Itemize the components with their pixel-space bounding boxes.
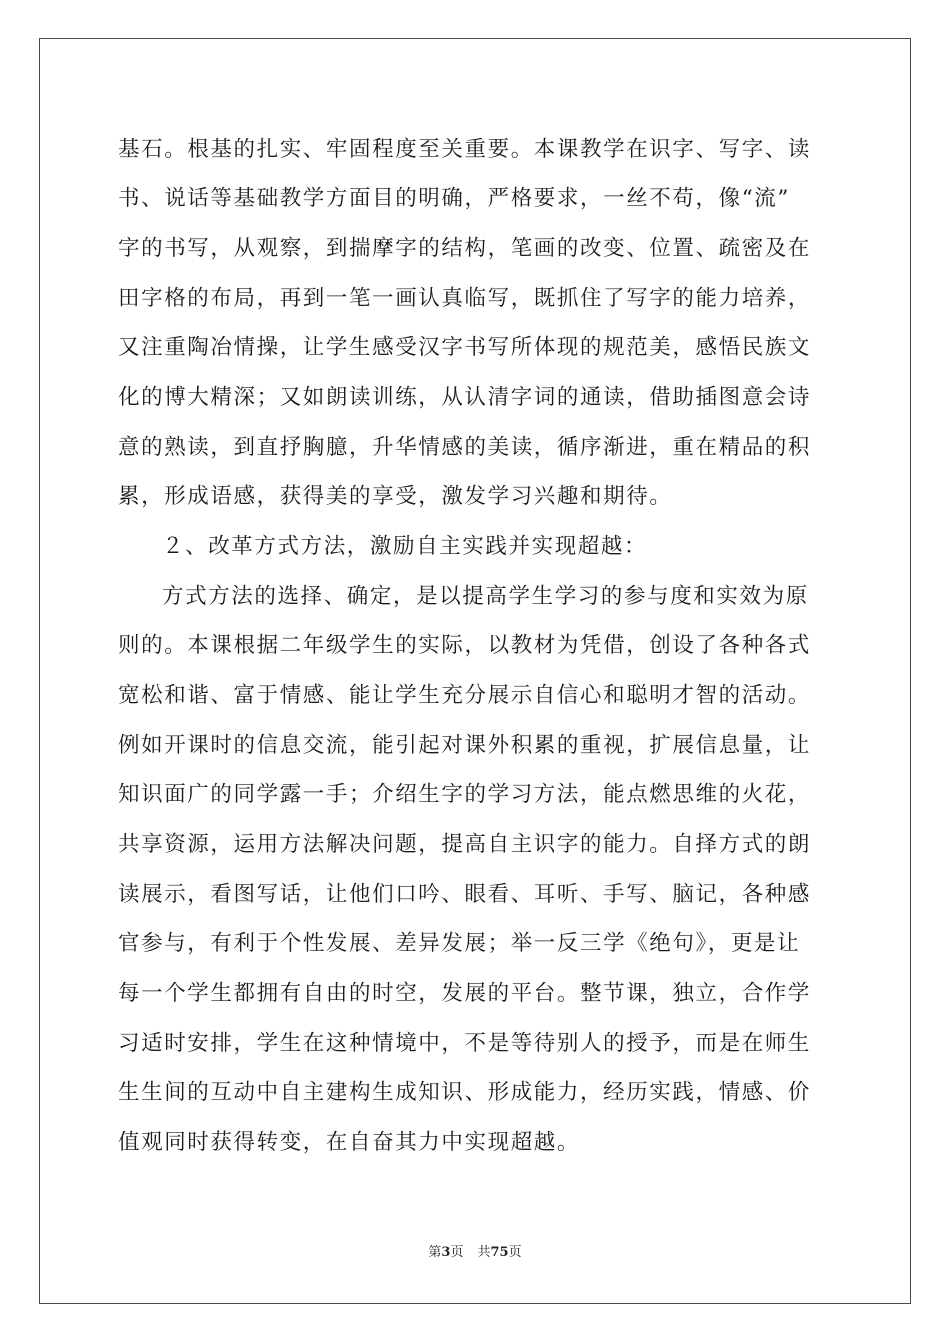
text-line: 值观同时获得转变，在自奋其力中实现超越。 (118, 1130, 581, 1155)
page-prefix: 第 (428, 1245, 442, 1260)
text-line: 基石。根基的扎实、牢固程度至关重要。本课教学在识字、写字、读 (118, 137, 812, 162)
section-heading: ２、改革方式方法，激励自主实践并实现超越： (162, 534, 648, 559)
text-line: 每一个学生都拥有自由的时空，发展的平台。整节课，独立，合作学 (118, 981, 812, 1006)
text-line: 例如开课时的信息交流，能引起对课外积累的重视，扩展信息量，让 (118, 733, 812, 758)
current-page-number: 3 (441, 1245, 451, 1260)
text-line: 生生间的互动中自主建构生成知识、形成能力，经历实践，情感、价 (118, 1080, 812, 1105)
text-line: 共享资源，运用方法解决问题，提高自主识字的能力。自择方式的朗 (118, 832, 812, 857)
page-footer (0, 1245, 950, 1261)
text-line: 官参与，有利于个性发展、差异发展；举一反三学《绝句》，更是让 (118, 931, 801, 956)
text-line: 读展示，看图写话，让他们口吟、眼看、耳听、手写、脑记，各种感 (118, 882, 812, 907)
text-line: 方式方法的选择、确定，是以提高学生学习的参与度和实效为原 (162, 584, 809, 609)
page-border (39, 38, 911, 1304)
text-line: 田字格的布局，再到一笔一画认真临写，既抓住了写字的能力培养， (118, 286, 812, 311)
text-line: 又注重陶冶情操，让学生感受汉字书写所体现的规范美，感悟民族文 (118, 335, 812, 360)
text-line: 化的博大精深；又如朗读训练，从认清字词的通读，借助插图意会诗 (118, 385, 812, 410)
text-line: 习适时安排，学生在这种情境中，不是等待别人的授予，而是在师生 (118, 1031, 812, 1056)
text-line: 字的书写，从观察，到揣摩字的结构，笔画的改变、位置、疏密及在 (118, 236, 812, 261)
text-line: 宽松和谐、富于情感、能让学生充分展示自信心和聪明才智的活动。 (118, 683, 812, 708)
total-suffix: 页 (508, 1245, 522, 1260)
total-page-count: 75 (490, 1245, 509, 1260)
total-prefix: 共 (477, 1245, 491, 1260)
text-line: 则的。本课根据二年级学生的实际，以教材为凭借，创设了各种各式 (118, 633, 812, 658)
text-line: 累，形成语感，获得美的享受，激发学习兴趣和期待。 (118, 484, 673, 509)
page-suffix: 页 (450, 1245, 464, 1260)
text-line: 意的熟读，到直抒胸臆，升华情感的美读，循序渐进，重在精品的积 (118, 435, 812, 460)
text-line: 知识面广的同学露一手；介绍生字的学习方法，能点燃思维的火花， (118, 782, 812, 807)
text-line: 书、说话等基础教学方面目的明确，严格要求，一丝不苟，像“流” (118, 186, 790, 211)
